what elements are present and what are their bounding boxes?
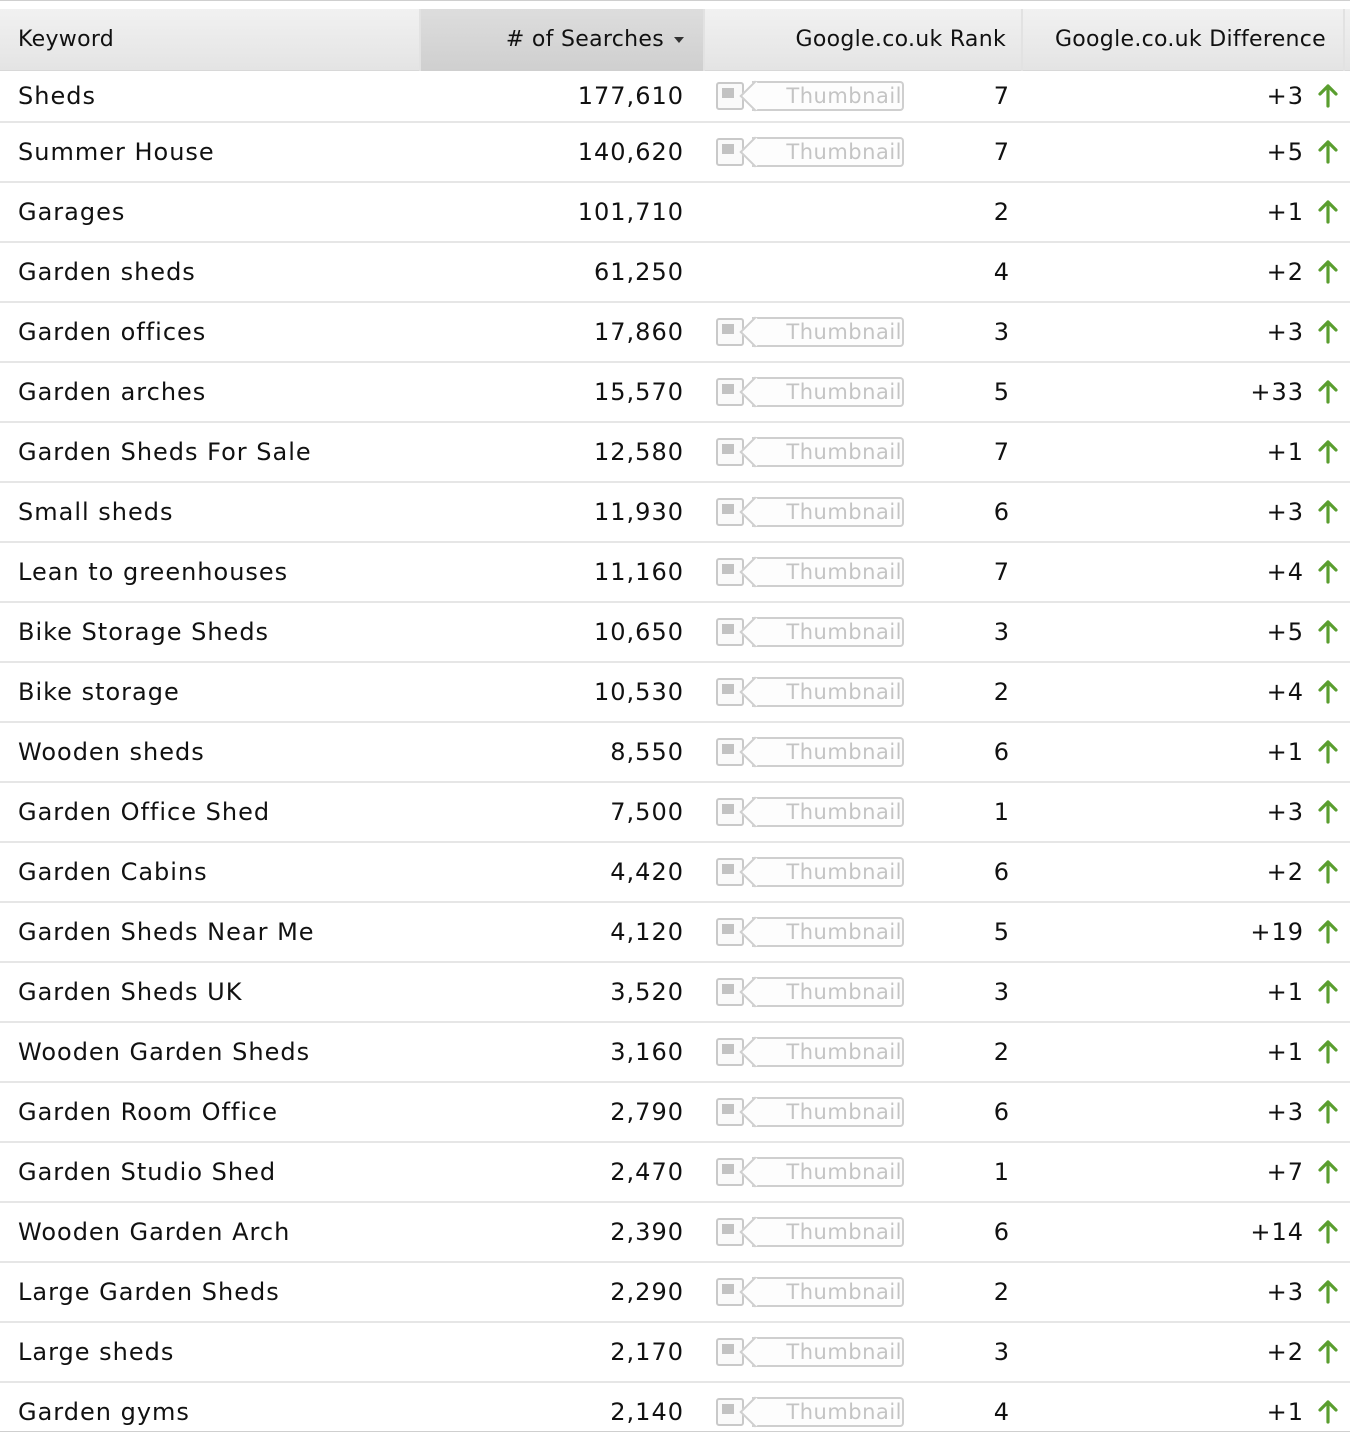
thumbnail-tag[interactable]: Thumbnail xyxy=(752,917,904,947)
thumbnail-tag[interactable]: Thumbnail xyxy=(752,1277,904,1307)
difference-value: +19 xyxy=(1250,918,1304,946)
thumbnail-control[interactable] xyxy=(716,617,904,647)
thumbnail-control[interactable] xyxy=(716,1397,904,1427)
keyword-cell[interactable]: Wooden Garden Sheds xyxy=(18,1038,311,1066)
difference-value: +2 xyxy=(1266,258,1304,286)
difference-value: +1 xyxy=(1266,738,1304,766)
arrow-up-icon xyxy=(1318,680,1338,704)
rank-value: 1 xyxy=(993,798,1010,826)
thumbnail-tag[interactable]: Thumbnail xyxy=(752,1037,904,1067)
thumbnail-control[interactable] xyxy=(716,1097,904,1127)
difference-cell xyxy=(1022,543,1344,601)
difference-cell xyxy=(1022,71,1344,121)
table-row[interactable] xyxy=(0,243,1350,303)
table-row[interactable] xyxy=(0,783,1350,843)
thumbnail-tag[interactable]: Thumbnail xyxy=(752,1217,904,1247)
rank-value: 7 xyxy=(993,558,1010,586)
thumbnail-tag[interactable]: Thumbnail xyxy=(752,81,904,111)
table-row[interactable] xyxy=(0,1023,1350,1083)
difference-cell xyxy=(1022,1383,1344,1432)
keyword-cell[interactable]: Garden Sheds UK xyxy=(18,978,243,1006)
column-header-keyword[interactable] xyxy=(0,9,420,71)
rank-cell xyxy=(704,183,1022,241)
thumbnail-tag[interactable]: Thumbnail xyxy=(752,857,904,887)
thumbnail-control[interactable] xyxy=(716,497,904,527)
keyword-cell[interactable]: Garden offices xyxy=(18,318,207,346)
table-row[interactable] xyxy=(0,903,1350,963)
table-row[interactable] xyxy=(0,603,1350,663)
searches-cell: 101,710 xyxy=(577,198,684,226)
rank-cell xyxy=(704,663,1022,721)
rank-cell xyxy=(704,543,1022,601)
arrow-up-icon xyxy=(1318,320,1338,344)
rank-cell xyxy=(704,723,1022,781)
keyword-cell[interactable]: Bike storage xyxy=(18,678,180,706)
rank-value: 6 xyxy=(993,858,1010,886)
rank-value: 6 xyxy=(993,738,1010,766)
thumbnail-control[interactable] xyxy=(716,737,904,767)
difference-cell xyxy=(1022,1143,1344,1201)
thumbnail-control[interactable] xyxy=(716,1277,904,1307)
thumbnail-tag[interactable]: Thumbnail xyxy=(752,317,904,347)
column-header-searches-label: # of Searches xyxy=(505,27,664,52)
keyword-cell[interactable]: Garden arches xyxy=(18,378,207,406)
rank-cell xyxy=(704,1023,1022,1081)
rank-value: 7 xyxy=(993,438,1010,466)
keyword-cell[interactable]: Large sheds xyxy=(18,1338,175,1366)
column-header-searches[interactable] xyxy=(420,9,704,71)
searches-cell: 177,610 xyxy=(577,82,684,110)
keyword-cell[interactable]: Garden Room Office xyxy=(18,1098,278,1126)
rank-value: 2 xyxy=(993,198,1010,226)
difference-cell xyxy=(1022,603,1344,661)
thumbnail-tag[interactable]: Thumbnail xyxy=(752,737,904,767)
thumbnail-control[interactable] xyxy=(716,557,904,587)
difference-value: +1 xyxy=(1266,1398,1304,1426)
arrow-up-icon xyxy=(1318,1400,1338,1424)
column-header-rank-label: Google.co.uk Rank xyxy=(795,27,1006,52)
arrow-up-icon xyxy=(1318,440,1338,464)
keyword-cell[interactable]: Garden sheds xyxy=(18,258,196,286)
rank-value: 4 xyxy=(993,258,1010,286)
arrow-up-icon xyxy=(1318,260,1338,284)
thumbnail-tag[interactable]: Thumbnail xyxy=(752,497,904,527)
table-row[interactable] xyxy=(0,723,1350,783)
rank-cell xyxy=(704,483,1022,541)
difference-cell xyxy=(1022,663,1344,721)
searches-cell: 10,650 xyxy=(594,618,684,646)
difference-cell xyxy=(1022,1263,1344,1321)
difference-cell xyxy=(1022,1023,1344,1081)
table-body xyxy=(0,71,1350,1432)
table-row[interactable] xyxy=(0,423,1350,483)
rank-cell xyxy=(704,1143,1022,1201)
searches-cell: 2,390 xyxy=(610,1218,684,1246)
difference-cell xyxy=(1022,123,1344,181)
column-header-difference-label: Google.co.uk Difference xyxy=(1054,27,1326,52)
arrow-up-icon xyxy=(1318,980,1338,1004)
difference-cell xyxy=(1022,1083,1344,1141)
rank-cell xyxy=(704,243,1022,301)
thumbnail-tag[interactable]: Thumbnail xyxy=(752,557,904,587)
searches-cell: 2,470 xyxy=(610,1158,684,1186)
thumbnail-tag[interactable]: Thumbnail xyxy=(752,437,904,467)
table-row[interactable] xyxy=(0,303,1350,363)
arrow-up-icon xyxy=(1318,140,1338,164)
difference-value: +7 xyxy=(1266,1158,1304,1186)
difference-value: +3 xyxy=(1266,798,1304,826)
table-row[interactable] xyxy=(0,1383,1350,1432)
table-row[interactable] xyxy=(0,71,1350,123)
difference-value: +14 xyxy=(1250,1218,1304,1246)
difference-value: +3 xyxy=(1266,318,1304,346)
keyword-cell[interactable]: Wooden Garden Arch xyxy=(18,1218,291,1246)
difference-value: +1 xyxy=(1266,978,1304,1006)
arrow-up-icon xyxy=(1318,1340,1338,1364)
difference-value: +5 xyxy=(1266,618,1304,646)
searches-cell: 4,420 xyxy=(610,858,684,886)
column-header-rank[interactable] xyxy=(704,9,1022,71)
keyword-cell[interactable]: Sheds xyxy=(18,82,96,110)
table-row[interactable] xyxy=(0,543,1350,603)
arrow-up-icon xyxy=(1318,800,1338,824)
arrow-up-icon xyxy=(1318,380,1338,404)
keyword-cell[interactable]: Garden Office Shed xyxy=(18,798,271,826)
difference-value: +1 xyxy=(1266,198,1304,226)
thumbnail-tag[interactable]: Thumbnail xyxy=(752,137,904,167)
searches-cell: 140,620 xyxy=(577,138,684,166)
thumbnail-control[interactable] xyxy=(716,377,904,407)
thumbnail-control[interactable] xyxy=(716,437,904,467)
rank-value: 3 xyxy=(993,978,1010,1006)
thumbnail-tag[interactable]: Thumbnail xyxy=(752,977,904,1007)
thumbnail-tag[interactable]: Thumbnail xyxy=(752,617,904,647)
thumbnail-tag[interactable]: Thumbnail xyxy=(752,1097,904,1127)
table-row[interactable] xyxy=(0,1143,1350,1203)
rank-value: 2 xyxy=(993,678,1010,706)
searches-cell: 11,930 xyxy=(594,498,684,526)
searches-cell: 2,290 xyxy=(610,1278,684,1306)
arrow-up-icon xyxy=(1318,1040,1338,1064)
table-row[interactable] xyxy=(0,363,1350,423)
table-header xyxy=(0,9,1350,71)
searches-cell: 17,860 xyxy=(594,318,684,346)
thumbnail-control[interactable] xyxy=(716,797,904,827)
thumbnail-tag[interactable]: Thumbnail xyxy=(752,1397,904,1427)
difference-value: +2 xyxy=(1266,1338,1304,1366)
thumbnail-control[interactable] xyxy=(716,317,904,347)
difference-value: +4 xyxy=(1266,558,1304,586)
difference-value: +3 xyxy=(1266,498,1304,526)
keyword-cell[interactable]: Small sheds xyxy=(18,498,174,526)
rank-cell xyxy=(704,1203,1022,1261)
difference-cell xyxy=(1022,723,1344,781)
searches-cell: 4,120 xyxy=(610,918,684,946)
rank-cell xyxy=(704,363,1022,421)
column-header-difference[interactable] xyxy=(1022,9,1344,71)
rank-value: 6 xyxy=(993,1098,1010,1126)
searches-cell: 15,570 xyxy=(594,378,684,406)
arrow-up-icon xyxy=(1318,500,1338,524)
table-row[interactable] xyxy=(0,963,1350,1023)
keyword-cell[interactable]: Garden Cabins xyxy=(18,858,208,886)
rank-value: 5 xyxy=(993,378,1010,406)
thumbnail-tag[interactable]: Thumbnail xyxy=(752,377,904,407)
thumbnail-tag[interactable]: Thumbnail xyxy=(752,797,904,827)
rank-value: 4 xyxy=(993,1398,1010,1426)
rank-value: 3 xyxy=(993,318,1010,346)
rank-value: 7 xyxy=(993,82,1010,110)
rank-cell xyxy=(704,1383,1022,1432)
thumbnail-control[interactable] xyxy=(716,857,904,887)
keyword-cell[interactable]: Large Garden Sheds xyxy=(18,1278,280,1306)
searches-cell: 2,140 xyxy=(610,1398,684,1426)
rank-value: 2 xyxy=(993,1038,1010,1066)
arrow-up-icon xyxy=(1318,1220,1338,1244)
rank-value: 3 xyxy=(993,618,1010,646)
keyword-cell[interactable]: Garden Sheds Near Me xyxy=(18,918,315,946)
arrow-up-icon xyxy=(1318,1100,1338,1124)
thumbnail-control[interactable] xyxy=(716,81,904,111)
thumbnail-tag[interactable]: Thumbnail xyxy=(752,677,904,707)
rank-cell xyxy=(704,963,1022,1021)
rank-cell xyxy=(704,1083,1022,1141)
arrow-up-icon xyxy=(1318,740,1338,764)
rank-cell xyxy=(704,303,1022,361)
difference-value: +1 xyxy=(1266,1038,1304,1066)
keyword-cell[interactable]: Garages xyxy=(18,198,126,226)
thumbnail-control[interactable] xyxy=(716,137,904,167)
keyword-cell[interactable]: Wooden sheds xyxy=(18,738,205,766)
table-row[interactable] xyxy=(0,183,1350,243)
thumbnail-tag[interactable]: Thumbnail xyxy=(752,1157,904,1187)
thumbnail-tag[interactable]: Thumbnail xyxy=(752,1337,904,1367)
table-row[interactable] xyxy=(0,1083,1350,1143)
rank-cell xyxy=(704,603,1022,661)
difference-value: +3 xyxy=(1266,1278,1304,1306)
arrow-up-icon xyxy=(1318,1280,1338,1304)
rank-value: 6 xyxy=(993,498,1010,526)
table-row[interactable] xyxy=(0,1263,1350,1323)
table-row[interactable] xyxy=(0,123,1350,183)
rank-value: 3 xyxy=(993,1338,1010,1366)
keyword-cell[interactable]: Garden Sheds For Sale xyxy=(18,438,312,466)
difference-value: +5 xyxy=(1266,138,1304,166)
column-header-keyword-label: Keyword xyxy=(18,27,115,52)
arrow-up-icon xyxy=(1318,860,1338,884)
arrow-up-icon xyxy=(1318,84,1338,108)
difference-cell xyxy=(1022,183,1344,241)
rank-value: 2 xyxy=(993,1278,1010,1306)
rank-cell xyxy=(704,71,1022,121)
difference-cell xyxy=(1022,963,1344,1021)
difference-value: +33 xyxy=(1250,378,1304,406)
rank-value: 6 xyxy=(993,1218,1010,1246)
rank-value: 1 xyxy=(993,1158,1010,1186)
thumbnail-control[interactable] xyxy=(716,977,904,1007)
thumbnail-control[interactable] xyxy=(716,1037,904,1067)
difference-value: +4 xyxy=(1266,678,1304,706)
difference-cell xyxy=(1022,243,1344,301)
difference-cell xyxy=(1022,843,1344,901)
keyword-cell[interactable]: Bike Storage Sheds xyxy=(18,618,270,646)
sort-descending-icon xyxy=(674,37,684,43)
arrow-up-icon xyxy=(1318,1160,1338,1184)
searches-cell: 3,520 xyxy=(610,978,684,1006)
arrow-up-icon xyxy=(1318,920,1338,944)
rank-cell xyxy=(704,423,1022,481)
searches-cell: 3,160 xyxy=(610,1038,684,1066)
difference-cell xyxy=(1022,783,1344,841)
difference-value: +1 xyxy=(1266,438,1304,466)
searches-cell: 12,580 xyxy=(594,438,684,466)
searches-cell: 10,530 xyxy=(594,678,684,706)
arrow-up-icon xyxy=(1318,620,1338,644)
thumbnail-control[interactable] xyxy=(716,917,904,947)
thumbnail-control[interactable] xyxy=(716,677,904,707)
table-row[interactable] xyxy=(0,483,1350,543)
keyword-cell[interactable]: Garden gyms xyxy=(18,1398,190,1426)
rank-cell xyxy=(704,783,1022,841)
difference-value: +3 xyxy=(1266,82,1304,110)
keyword-cell[interactable]: Garden Studio Shed xyxy=(18,1158,277,1186)
rank-value: 5 xyxy=(993,918,1010,946)
difference-cell xyxy=(1022,423,1344,481)
difference-cell xyxy=(1022,903,1344,961)
searches-cell: 61,250 xyxy=(594,258,684,286)
searches-cell: 11,160 xyxy=(594,558,684,586)
searches-cell: 2,790 xyxy=(610,1098,684,1126)
rank-cell xyxy=(704,1323,1022,1381)
table-row[interactable] xyxy=(0,1323,1350,1383)
difference-cell xyxy=(1022,1203,1344,1261)
thumbnail-control[interactable] xyxy=(716,1337,904,1367)
difference-value: +3 xyxy=(1266,1098,1304,1126)
difference-cell xyxy=(1022,483,1344,541)
keyword-cell[interactable]: Summer House xyxy=(18,138,215,166)
searches-cell: 2,170 xyxy=(610,1338,684,1366)
keyword-cell[interactable]: Lean to greenhouses xyxy=(18,558,289,586)
rank-cell xyxy=(704,123,1022,181)
rank-cell xyxy=(704,1263,1022,1321)
difference-value: +2 xyxy=(1266,858,1304,886)
table-row[interactable] xyxy=(0,1203,1350,1263)
searches-cell: 7,500 xyxy=(610,798,684,826)
arrow-up-icon xyxy=(1318,200,1338,224)
difference-cell xyxy=(1022,363,1344,421)
thumbnail-control[interactable] xyxy=(716,1157,904,1187)
rank-cell xyxy=(704,843,1022,901)
table-row[interactable] xyxy=(0,663,1350,723)
searches-cell: 8,550 xyxy=(610,738,684,766)
difference-cell xyxy=(1022,1323,1344,1381)
thumbnail-control[interactable] xyxy=(716,1217,904,1247)
rank-cell xyxy=(704,903,1022,961)
arrow-up-icon xyxy=(1318,560,1338,584)
rank-value: 7 xyxy=(993,138,1010,166)
table-row[interactable] xyxy=(0,843,1350,903)
difference-cell xyxy=(1022,303,1344,361)
